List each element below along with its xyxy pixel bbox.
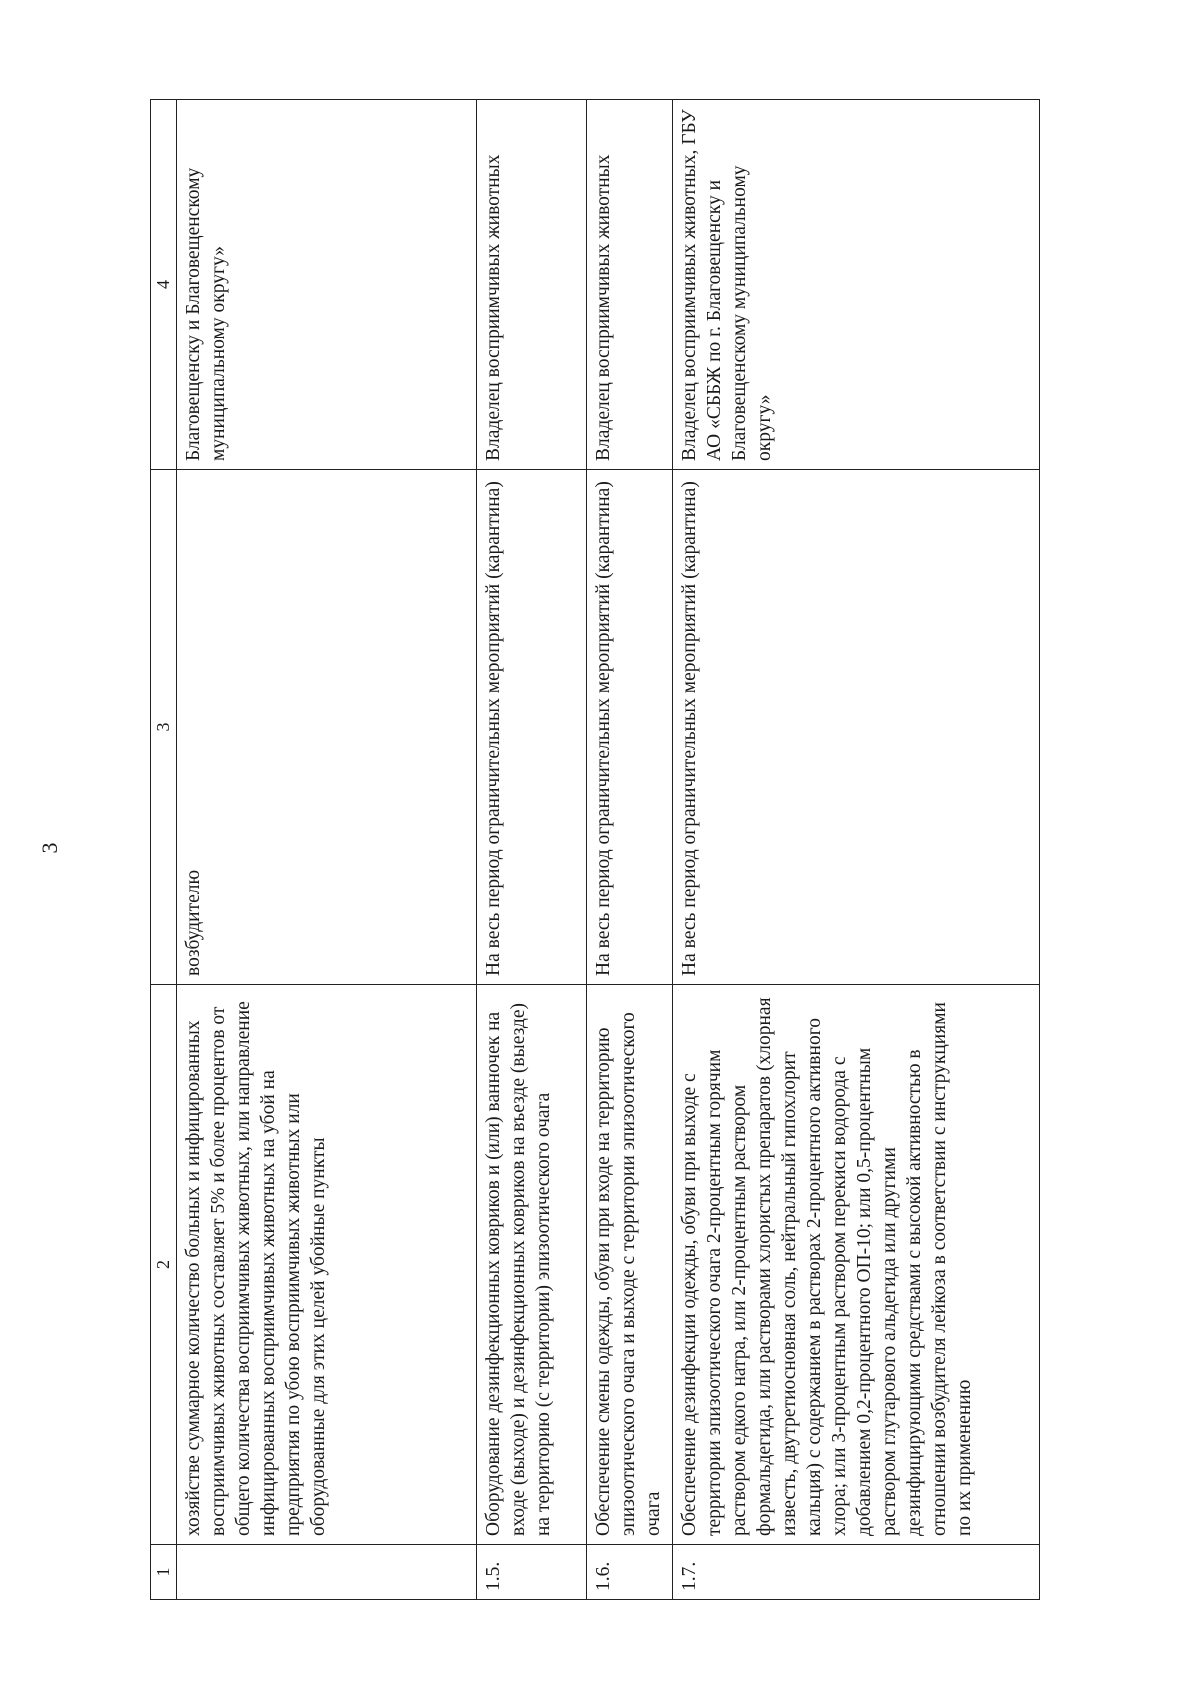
- measure-cell: Оборудование дезинфекционных ковриков и (или) ванночек на входе (выходе) и дезинфекционных ковриков на въезде (выезде) на территорию (с территории) эпизоотического очага: [477, 985, 587, 1545]
- rotated-table-container: [150, 100, 1040, 1600]
- header-col-2: 2: [151, 985, 177, 1545]
- table-row: [587, 100, 673, 1600]
- responsible-cell: Владелец восприимчивых животных: [477, 100, 587, 470]
- measures-table: [150, 99, 1040, 1600]
- measure-cell: хозяйстве суммарное количество больных и инфицированных восприимчивых животных составляет 5% и более процентов от общего количества восприимчивых животных, или направление инфицированных восприимчивых животных на убой на предприятия по убою восприимчивых животных или оборудованные для этих целей убойные пункты: [177, 985, 477, 1545]
- table-row: [477, 100, 587, 1600]
- page-number: 3: [37, 842, 62, 854]
- header-col-4: 4: [151, 100, 177, 470]
- header-col-1: 1: [151, 1545, 177, 1600]
- document-table-region: [150, 100, 1040, 1600]
- header-col-3: 3: [151, 470, 177, 985]
- table-header-row: [151, 100, 177, 1600]
- period-cell: На весь период ограничительных мероприятий (карантина): [477, 470, 587, 985]
- responsible-cell: Владелец восприимчивых животных, ГБУ АО «СББЖ по г. Благовещенску и Благовещенскому муниципальному округу»: [673, 100, 1040, 470]
- period-cell: возбудителю: [177, 470, 477, 985]
- table-row: [673, 100, 1040, 1600]
- period-cell: На весь период ограничительных мероприятий (карантина): [673, 470, 1040, 985]
- row-number: 1.5.: [477, 1545, 587, 1600]
- row-number: 1.7.: [673, 1545, 1040, 1600]
- responsible-cell: Благовещенску и Благовещенскому муниципальному округу»: [177, 100, 477, 470]
- table-row: [177, 100, 477, 1600]
- period-cell: На весь период ограничительных мероприятий (карантина): [587, 470, 673, 985]
- row-number: 1.6.: [587, 1545, 673, 1600]
- measure-cell: Обеспечение дезинфекции одежды, обуви при выходе с территории эпизоотического очага 2-процентным горячим раствором едкого натра, или 2-процентным раствором формальдегида, или растворами хлористых препаратов (хлорная известь, двутретиосновная соль, нейтральный гипохлорит кальция) с содержанием в растворах 2-процентного активного хлора; или 3-процентным раствором перекиси водорода с добавлением 0,2-процентного ОП-10; или 0,5-процентным раствором глутарового альдегида или другими дезинфицирующими средствами с высокой активностью в отношении возбудителя лейкоза в соответствии с инструкциями по их применению: [673, 985, 1040, 1545]
- measure-cell: Обеспечение смены одежды, обуви при входе на территорию эпизоотического очага и выходе с территории эпизоотического очага: [587, 985, 673, 1545]
- row-number: [177, 1545, 477, 1600]
- responsible-cell: Владелец восприимчивых животных: [587, 100, 673, 470]
